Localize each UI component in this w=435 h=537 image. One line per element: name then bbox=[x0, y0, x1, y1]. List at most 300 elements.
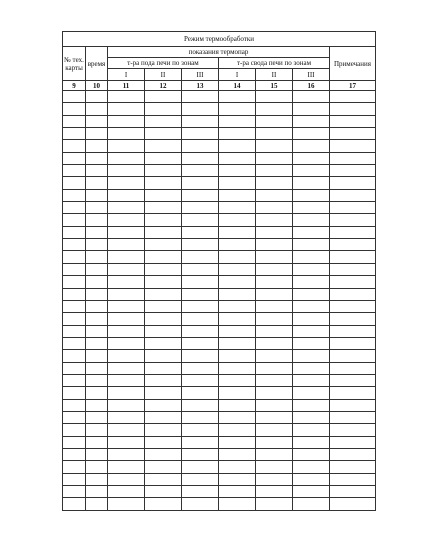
entry-cell bbox=[86, 152, 108, 164]
entry-cell bbox=[293, 350, 330, 362]
entry-cell bbox=[256, 214, 293, 226]
entry-cell bbox=[256, 128, 293, 140]
entry-cell bbox=[145, 91, 182, 103]
entry-row bbox=[63, 313, 376, 325]
entry-cell bbox=[330, 128, 376, 140]
card-number-header: № тех. карты bbox=[63, 47, 86, 81]
entry-cell bbox=[145, 337, 182, 349]
entry-cell bbox=[330, 263, 376, 275]
entry-row bbox=[63, 165, 376, 177]
entry-cell bbox=[86, 313, 108, 325]
entry-cell bbox=[145, 325, 182, 337]
entry-cell bbox=[182, 152, 219, 164]
entry-row bbox=[63, 498, 376, 510]
entry-row bbox=[63, 325, 376, 337]
entry-cell bbox=[63, 325, 86, 337]
entry-cell bbox=[219, 350, 256, 362]
entry-cell bbox=[182, 263, 219, 275]
entry-cell bbox=[293, 214, 330, 226]
entry-cell bbox=[145, 424, 182, 436]
entry-cell bbox=[63, 288, 86, 300]
entry-row bbox=[63, 202, 376, 214]
entry-cell bbox=[293, 103, 330, 115]
entry-cell bbox=[182, 399, 219, 411]
entry-cell bbox=[108, 152, 145, 164]
entry-cell bbox=[256, 288, 293, 300]
entry-cell bbox=[145, 263, 182, 275]
entry-cell bbox=[182, 436, 219, 448]
entry-cell bbox=[293, 411, 330, 423]
entry-cell bbox=[330, 387, 376, 399]
entry-cell bbox=[256, 251, 293, 263]
entry-cell bbox=[108, 103, 145, 115]
entry-cell bbox=[63, 140, 86, 152]
entry-cell bbox=[86, 411, 108, 423]
thermal-treatment-form bbox=[62, 31, 375, 511]
entry-cell bbox=[182, 165, 219, 177]
entry-cell bbox=[63, 103, 86, 115]
form-title: Режим термообработки bbox=[63, 32, 376, 47]
title-row bbox=[63, 32, 376, 47]
entry-cell bbox=[63, 91, 86, 103]
entry-cell bbox=[293, 486, 330, 498]
entry-cell bbox=[330, 411, 376, 423]
entry-cell bbox=[182, 387, 219, 399]
entry-cell bbox=[182, 226, 219, 238]
entry-cell bbox=[219, 473, 256, 485]
entry-cell bbox=[182, 486, 219, 498]
entry-cell bbox=[63, 448, 86, 460]
entry-cell bbox=[86, 202, 108, 214]
entry-cell bbox=[330, 498, 376, 510]
entry-cell bbox=[63, 473, 86, 485]
entry-cell bbox=[145, 288, 182, 300]
entry-cell bbox=[86, 128, 108, 140]
hearth-temp-header: т-ра пода печи по зонам bbox=[108, 58, 219, 69]
entry-cell bbox=[256, 424, 293, 436]
entry-cell bbox=[293, 152, 330, 164]
entry-cell bbox=[256, 189, 293, 201]
entry-cell bbox=[293, 473, 330, 485]
zone-header: III bbox=[293, 69, 330, 81]
entry-row bbox=[63, 374, 376, 386]
entry-cell bbox=[330, 313, 376, 325]
entry-cell bbox=[182, 424, 219, 436]
entry-cell bbox=[108, 350, 145, 362]
entry-row bbox=[63, 387, 376, 399]
entry-cell bbox=[256, 226, 293, 238]
entry-cell bbox=[108, 189, 145, 201]
entry-cell bbox=[219, 251, 256, 263]
thermal-treatment-table bbox=[62, 31, 376, 511]
entry-cell bbox=[219, 103, 256, 115]
entry-cell bbox=[293, 263, 330, 275]
entry-cell bbox=[219, 362, 256, 374]
entry-cell bbox=[293, 313, 330, 325]
entry-cell bbox=[330, 374, 376, 386]
entry-cell bbox=[256, 103, 293, 115]
entry-row bbox=[63, 424, 376, 436]
entry-cell bbox=[145, 189, 182, 201]
entry-row bbox=[63, 448, 376, 460]
entry-cell bbox=[256, 374, 293, 386]
entry-cell bbox=[182, 128, 219, 140]
entry-cell bbox=[256, 387, 293, 399]
entry-cell bbox=[219, 165, 256, 177]
entry-cell bbox=[108, 239, 145, 251]
entry-row bbox=[63, 214, 376, 226]
entry-cell bbox=[182, 91, 219, 103]
entry-cell bbox=[63, 276, 86, 288]
entry-row bbox=[63, 473, 376, 485]
entry-cell bbox=[86, 473, 108, 485]
entry-cell bbox=[145, 498, 182, 510]
entry-cell bbox=[108, 374, 145, 386]
entry-cell bbox=[108, 473, 145, 485]
entry-cell bbox=[256, 115, 293, 127]
entry-cell bbox=[182, 350, 219, 362]
entry-cell bbox=[182, 177, 219, 189]
entry-cell bbox=[330, 91, 376, 103]
entry-cell bbox=[219, 276, 256, 288]
entry-cell bbox=[182, 362, 219, 374]
entry-cell bbox=[293, 362, 330, 374]
column-number: 14 bbox=[219, 81, 256, 91]
entry-row bbox=[63, 300, 376, 312]
entry-cell bbox=[330, 399, 376, 411]
entry-row bbox=[63, 276, 376, 288]
entry-cell bbox=[293, 461, 330, 473]
entry-cell bbox=[256, 263, 293, 275]
column-number-row bbox=[63, 81, 376, 91]
entry-cell bbox=[256, 350, 293, 362]
entry-cell bbox=[256, 436, 293, 448]
entry-cell bbox=[63, 251, 86, 263]
entry-cell bbox=[219, 436, 256, 448]
entry-cell bbox=[330, 288, 376, 300]
entry-cell bbox=[182, 115, 219, 127]
entry-cell bbox=[108, 486, 145, 498]
entry-cell bbox=[219, 461, 256, 473]
entry-cell bbox=[145, 362, 182, 374]
entry-cell bbox=[293, 337, 330, 349]
entry-cell bbox=[108, 91, 145, 103]
entry-row bbox=[63, 411, 376, 423]
entry-cell bbox=[293, 374, 330, 386]
header-row-2 bbox=[63, 58, 376, 69]
entry-row bbox=[63, 177, 376, 189]
entry-cell bbox=[108, 448, 145, 460]
entry-cell bbox=[256, 461, 293, 473]
entry-cell bbox=[256, 177, 293, 189]
entry-cell bbox=[145, 300, 182, 312]
entry-cell bbox=[330, 461, 376, 473]
entry-cell bbox=[63, 350, 86, 362]
entry-cell bbox=[293, 498, 330, 510]
entry-cell bbox=[63, 128, 86, 140]
entry-cell bbox=[182, 189, 219, 201]
entry-cell bbox=[182, 300, 219, 312]
entry-cell bbox=[219, 498, 256, 510]
entry-row bbox=[63, 461, 376, 473]
entry-cell bbox=[108, 115, 145, 127]
entry-cell bbox=[182, 251, 219, 263]
entry-cell bbox=[86, 461, 108, 473]
column-number: 16 bbox=[293, 81, 330, 91]
column-number: 9 bbox=[63, 81, 86, 91]
entry-cell bbox=[63, 313, 86, 325]
entry-cell bbox=[293, 91, 330, 103]
entry-cell bbox=[219, 91, 256, 103]
entry-row bbox=[63, 362, 376, 374]
entry-cell bbox=[182, 448, 219, 460]
entry-row bbox=[63, 128, 376, 140]
entry-cell bbox=[86, 350, 108, 362]
zone-header: II bbox=[145, 69, 182, 81]
entry-cell bbox=[330, 189, 376, 201]
entry-cell bbox=[86, 214, 108, 226]
entry-cell bbox=[330, 140, 376, 152]
entry-cell bbox=[293, 448, 330, 460]
entry-cell bbox=[108, 387, 145, 399]
entry-cell bbox=[330, 226, 376, 238]
entry-cell bbox=[256, 140, 293, 152]
entry-cell bbox=[330, 350, 376, 362]
entry-cell bbox=[293, 424, 330, 436]
entry-cell bbox=[330, 424, 376, 436]
entry-cell bbox=[63, 399, 86, 411]
entry-cell bbox=[108, 276, 145, 288]
entry-row bbox=[63, 189, 376, 201]
entry-cell bbox=[86, 337, 108, 349]
entry-cell bbox=[330, 325, 376, 337]
entry-cell bbox=[108, 140, 145, 152]
entry-cell bbox=[86, 374, 108, 386]
entry-cell bbox=[63, 152, 86, 164]
entry-cell bbox=[256, 239, 293, 251]
entry-cell bbox=[86, 103, 108, 115]
entry-cell bbox=[108, 411, 145, 423]
entry-cell bbox=[63, 300, 86, 312]
entry-cell bbox=[219, 424, 256, 436]
entry-cell bbox=[182, 374, 219, 386]
time-header: время bbox=[86, 47, 108, 81]
entry-cell bbox=[293, 128, 330, 140]
entry-cell bbox=[63, 498, 86, 510]
entry-row bbox=[63, 115, 376, 127]
entry-cell bbox=[182, 202, 219, 214]
entry-cell bbox=[182, 325, 219, 337]
entry-cell bbox=[182, 239, 219, 251]
entry-cell bbox=[86, 276, 108, 288]
entry-cell bbox=[330, 202, 376, 214]
entry-cell bbox=[293, 325, 330, 337]
entry-row bbox=[63, 350, 376, 362]
entry-cell bbox=[145, 251, 182, 263]
entry-cell bbox=[330, 473, 376, 485]
entry-cell bbox=[219, 387, 256, 399]
entry-cell bbox=[63, 374, 86, 386]
entry-cell bbox=[330, 165, 376, 177]
zone-row bbox=[63, 69, 376, 81]
entry-cell bbox=[63, 263, 86, 275]
entry-cell bbox=[63, 436, 86, 448]
entry-cell bbox=[86, 300, 108, 312]
entry-cell bbox=[293, 399, 330, 411]
entry-cell bbox=[219, 189, 256, 201]
entry-cell bbox=[182, 140, 219, 152]
entry-cell bbox=[145, 350, 182, 362]
entry-cell bbox=[108, 313, 145, 325]
entry-cell bbox=[108, 436, 145, 448]
entry-cell bbox=[182, 337, 219, 349]
entry-cell bbox=[145, 226, 182, 238]
entry-cell bbox=[256, 399, 293, 411]
entry-cell bbox=[330, 177, 376, 189]
entry-cell bbox=[330, 239, 376, 251]
zone-header: I bbox=[219, 69, 256, 81]
entry-cell bbox=[330, 276, 376, 288]
thermocouple-header: показания термопар bbox=[108, 47, 330, 58]
entry-cell bbox=[63, 337, 86, 349]
entry-cell bbox=[293, 239, 330, 251]
header-row-1 bbox=[63, 47, 376, 58]
entry-cell bbox=[108, 337, 145, 349]
entry-row bbox=[63, 91, 376, 103]
entry-cell bbox=[145, 276, 182, 288]
entry-cell bbox=[145, 103, 182, 115]
entry-cell bbox=[108, 424, 145, 436]
entry-cell bbox=[145, 399, 182, 411]
column-number: 10 bbox=[86, 81, 108, 91]
entry-cell bbox=[330, 103, 376, 115]
entry-cell bbox=[86, 263, 108, 275]
entry-cell bbox=[145, 387, 182, 399]
entry-cell bbox=[293, 140, 330, 152]
entry-cell bbox=[256, 473, 293, 485]
entry-cell bbox=[63, 362, 86, 374]
entry-cell bbox=[293, 189, 330, 201]
entry-cell bbox=[86, 424, 108, 436]
entry-cell bbox=[108, 498, 145, 510]
entry-cell bbox=[86, 165, 108, 177]
entry-cell bbox=[63, 202, 86, 214]
entry-cell bbox=[182, 313, 219, 325]
entry-cell bbox=[145, 115, 182, 127]
entry-cell bbox=[63, 115, 86, 127]
entry-cell bbox=[256, 325, 293, 337]
entry-cell bbox=[219, 177, 256, 189]
entry-cell bbox=[219, 300, 256, 312]
entry-cell bbox=[330, 214, 376, 226]
entry-cell bbox=[182, 288, 219, 300]
entry-cell bbox=[293, 226, 330, 238]
vault-temp-header: т-ра свода печи по зонам bbox=[219, 58, 330, 69]
entry-cell bbox=[256, 276, 293, 288]
column-number: 17 bbox=[330, 81, 376, 91]
entry-cell bbox=[219, 140, 256, 152]
entry-cell bbox=[330, 337, 376, 349]
entry-cell bbox=[108, 362, 145, 374]
entry-cell bbox=[145, 202, 182, 214]
entry-cell bbox=[293, 165, 330, 177]
entry-cell bbox=[145, 128, 182, 140]
entry-cell bbox=[86, 498, 108, 510]
column-number: 15 bbox=[256, 81, 293, 91]
entry-cell bbox=[256, 362, 293, 374]
entry-cell bbox=[145, 486, 182, 498]
entry-cell bbox=[219, 202, 256, 214]
entry-cell bbox=[145, 140, 182, 152]
entry-cell bbox=[219, 448, 256, 460]
entry-cell bbox=[182, 276, 219, 288]
entry-cell bbox=[145, 152, 182, 164]
entry-cell bbox=[108, 300, 145, 312]
entry-cell bbox=[293, 251, 330, 263]
zone-header: II bbox=[256, 69, 293, 81]
entry-cell bbox=[219, 313, 256, 325]
entry-row bbox=[63, 337, 376, 349]
entry-cell bbox=[86, 251, 108, 263]
entry-cell bbox=[219, 411, 256, 423]
entry-cell bbox=[219, 152, 256, 164]
entry-row bbox=[63, 103, 376, 115]
entry-cell bbox=[86, 399, 108, 411]
entry-cell bbox=[145, 177, 182, 189]
entry-cell bbox=[86, 448, 108, 460]
entry-cell bbox=[86, 288, 108, 300]
entry-cell bbox=[145, 461, 182, 473]
entry-cell bbox=[86, 486, 108, 498]
entry-cell bbox=[330, 486, 376, 498]
entry-cell bbox=[219, 239, 256, 251]
entry-cell bbox=[219, 214, 256, 226]
column-number: 11 bbox=[108, 81, 145, 91]
entry-cell bbox=[182, 411, 219, 423]
entry-cell bbox=[256, 300, 293, 312]
entry-cell bbox=[330, 251, 376, 263]
entry-cell bbox=[63, 387, 86, 399]
entry-row bbox=[63, 226, 376, 238]
entry-cell bbox=[219, 325, 256, 337]
entry-cell bbox=[108, 214, 145, 226]
entry-cell bbox=[293, 115, 330, 127]
entry-cell bbox=[219, 337, 256, 349]
entry-cell bbox=[256, 448, 293, 460]
entry-cell bbox=[145, 374, 182, 386]
entry-cell bbox=[145, 214, 182, 226]
entry-cell bbox=[108, 288, 145, 300]
entry-cell bbox=[330, 115, 376, 127]
entry-cell bbox=[256, 486, 293, 498]
entry-cell bbox=[63, 239, 86, 251]
entry-cell bbox=[86, 436, 108, 448]
entry-cell bbox=[86, 177, 108, 189]
entry-cell bbox=[145, 165, 182, 177]
entry-cell bbox=[330, 300, 376, 312]
entry-cell bbox=[86, 325, 108, 337]
entry-cell bbox=[108, 226, 145, 238]
entry-row bbox=[63, 251, 376, 263]
entry-cell bbox=[219, 399, 256, 411]
entry-cell bbox=[86, 189, 108, 201]
entry-cell bbox=[182, 461, 219, 473]
entry-cell bbox=[63, 226, 86, 238]
entry-cell bbox=[182, 473, 219, 485]
entry-cell bbox=[219, 374, 256, 386]
entry-cell bbox=[86, 226, 108, 238]
entry-cell bbox=[63, 165, 86, 177]
